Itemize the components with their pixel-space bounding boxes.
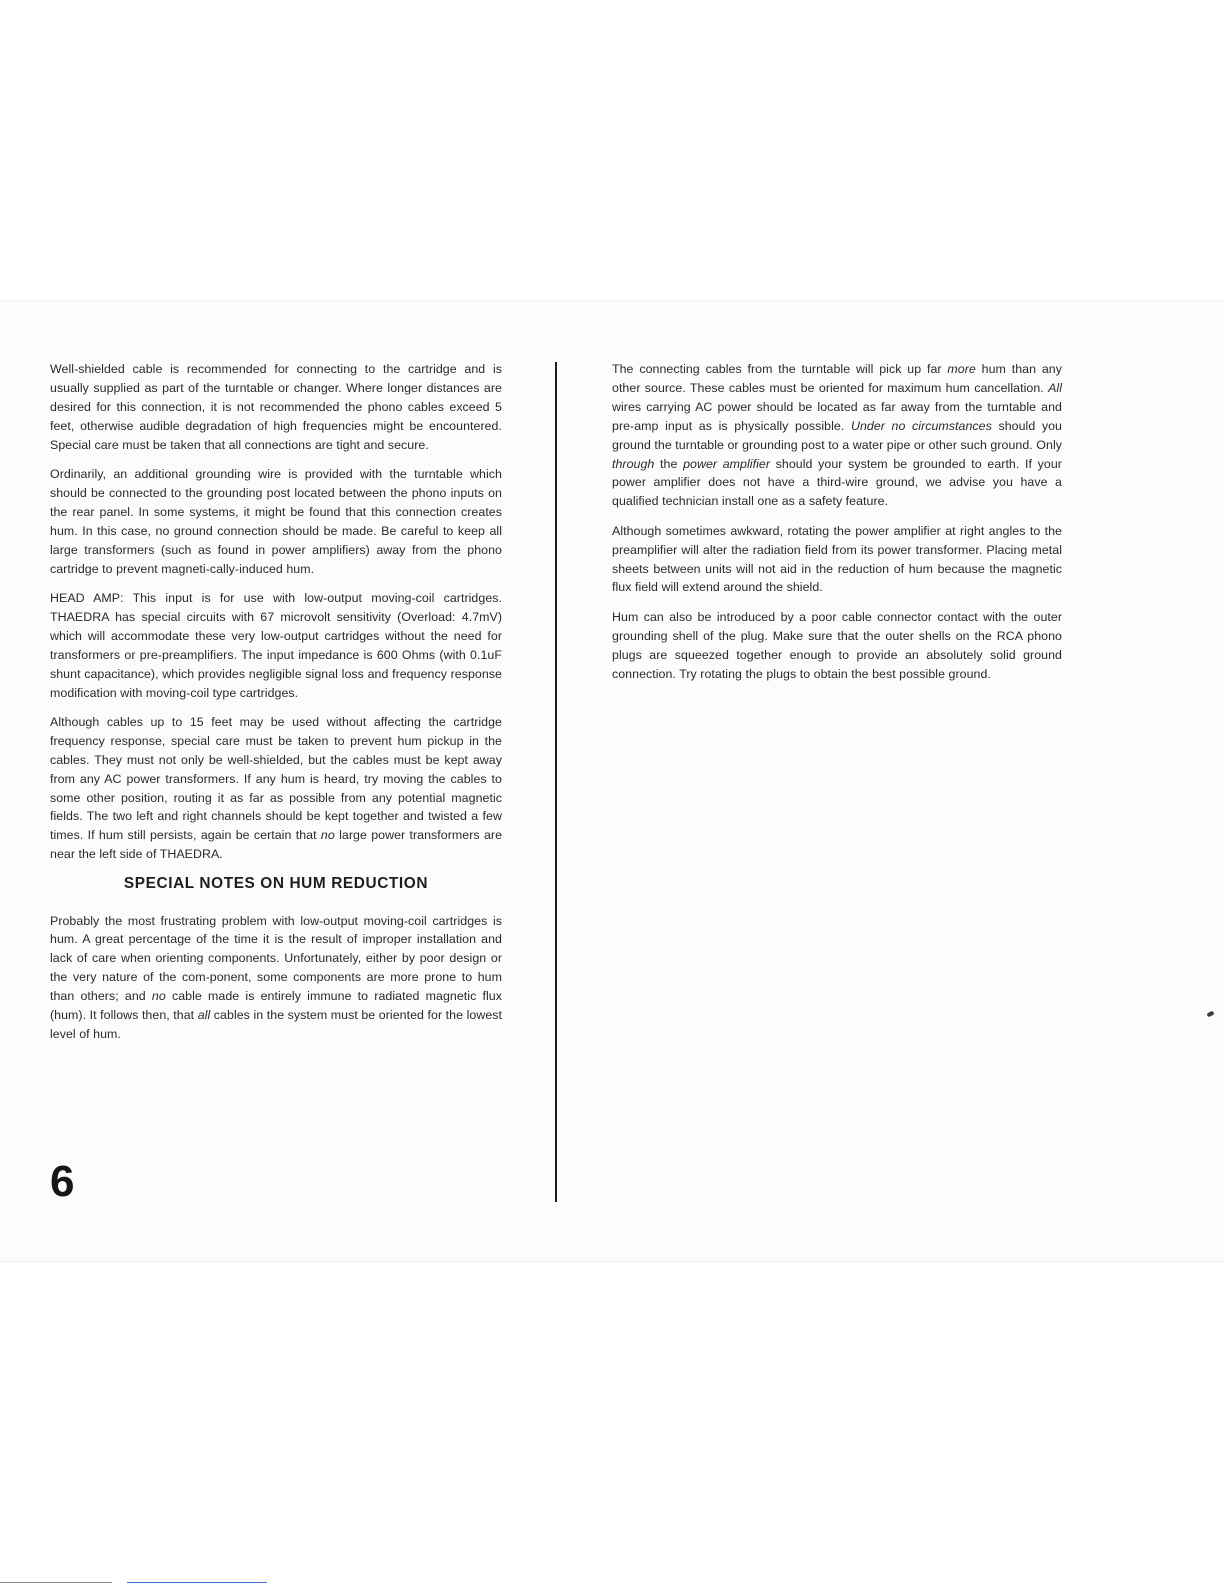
text-run: cable made is entirely immune to radiated magnetic flux (hum). It follows then, that	[50, 989, 502, 1023]
left-column	[50, 360, 502, 1054]
text-run: large power transformers are near the left side of THAEDRA.	[50, 828, 503, 862]
paragraph-head-amp: HEAD AMP: This input is for use with low-output moving-coil cartridges. THAEDRA has special circuits with 67 microvolt sensitivity (Overload: 4.7mV) which will accommodate these very low-output cartridges without the need for transformers or pre-preamplifiers. The input impedance is 600 Ohms (with 0.1uF shunt capacitance), which provides negligible signal loss and frequency response modification with moving-coil type cartridges.	[50, 590, 502, 700]
text-run: cables in the system must be oriented for the lowest level of hum.	[50, 1008, 503, 1041]
right-column	[612, 360, 1062, 694]
emphasis-all: all	[197, 1008, 211, 1023]
bottom-scan-edge-blue	[127, 1582, 267, 1583]
bottom-scan-edge	[0, 1582, 112, 1583]
column-divider	[555, 362, 557, 1202]
text-run: The connecting cables from the turntable will pick up far	[612, 362, 948, 376]
text-run: should you ground the turntable or grounding post to a water pipe or other such ground. Only	[612, 418, 1062, 452]
emphasis-no: no	[320, 828, 335, 843]
section-heading-hum-reduction: SPECIAL NOTES ON HUM REDUCTION	[123, 874, 429, 892]
emphasis-power-amplifier: power amplifier	[683, 456, 771, 471]
emphasis-no: no	[151, 989, 166, 1004]
text-run: should your system be grounded to earth. If your power amplifier does not have a third-wire ground, we advise you have a qualified technician install one as a safety feature.	[612, 456, 1062, 509]
text-run: wires carrying AC power should be located as far away from the turntable and pre-amp input as is physically possible.	[612, 399, 1062, 433]
page-number: 6	[50, 1157, 75, 1206]
emphasis-through: through	[612, 456, 655, 471]
text-run: Probably the most frustrating problem with low-output moving-coil cartridges is hum. A great percentage of the time it is the result of improper installation and lack of care when orienting components. Unfortunately, either by poor design or the very nature of the com-ponent, some components are more prone to hum than others; and	[50, 913, 502, 1004]
text-run: the	[654, 456, 684, 471]
paragraph-hum-problem	[50, 912, 502, 1044]
paragraph-grounding-wire: Ordinarily, an additional grounding wire is provided with the turntable which should be connected to the grounding post located between the phono inputs on the rear panel. In some systems, it might be found that this connection creates hum. In this case, no ground connection should be made. Be careful to keep all large transformers (such as found in power amplifiers) away from the phono cartridge to prevent magneti-cally-induced hum.	[50, 467, 502, 576]
paragraph-cable-recommendation: Well-shielded cable is recommended for connecting to the cartridge and is usually supplied as part of the turntable or changer. Where longer distances are desired for this connection, it is not recommended the phono cables exceed 5 feet, otherwise audible degradation of high frequencies might be encountered. Special care must be taken that all connections are tight and secure.	[50, 362, 502, 452]
text-run: hum than any other source. These cables must be oriented for maximum hum cancellation.	[612, 362, 1062, 395]
paragraph-rotating-amplifier: Although sometimes awkward, rotating the power amplifier at right angles to the preamplifier will alter the radiation field from its power transformer. Placing metal sheets between units will not aid in the reduction of hum because the magnetic flux field will extend around the shield.	[612, 523, 1062, 595]
paragraph-cable-length	[50, 713, 502, 864]
text-run: Although cables up to 15 feet may be used without affecting the cartridge frequency response, special care must be taken to prevent hum pickup in the cables. They must not only be well-shielded, but the cables must be kept away from any AC power transformers. If any hum is heard, try moving the cables to some other position, routing it as far as possible from any potential magnetic fields. The two left and right channels should be kept together and twisted a few times. If hum still persists, again be certain that	[50, 714, 502, 843]
emphasis-under-no-circumstances: Under no circumstances	[850, 418, 992, 433]
emphasis-more: more	[947, 362, 976, 376]
emphasis-all: All	[1048, 380, 1062, 395]
paragraph-cable-orientation	[612, 360, 1062, 511]
paragraph-connector-contact: Hum can also be introduced by a poor cable connector contact with the outer grounding shell of the plug. Make sure that the outer shells on the RCA phono plugs are squeezed together enough to provide an absolutely solid ground connection. Try rotating the plugs to obtain the best possible ground.	[612, 609, 1062, 681]
